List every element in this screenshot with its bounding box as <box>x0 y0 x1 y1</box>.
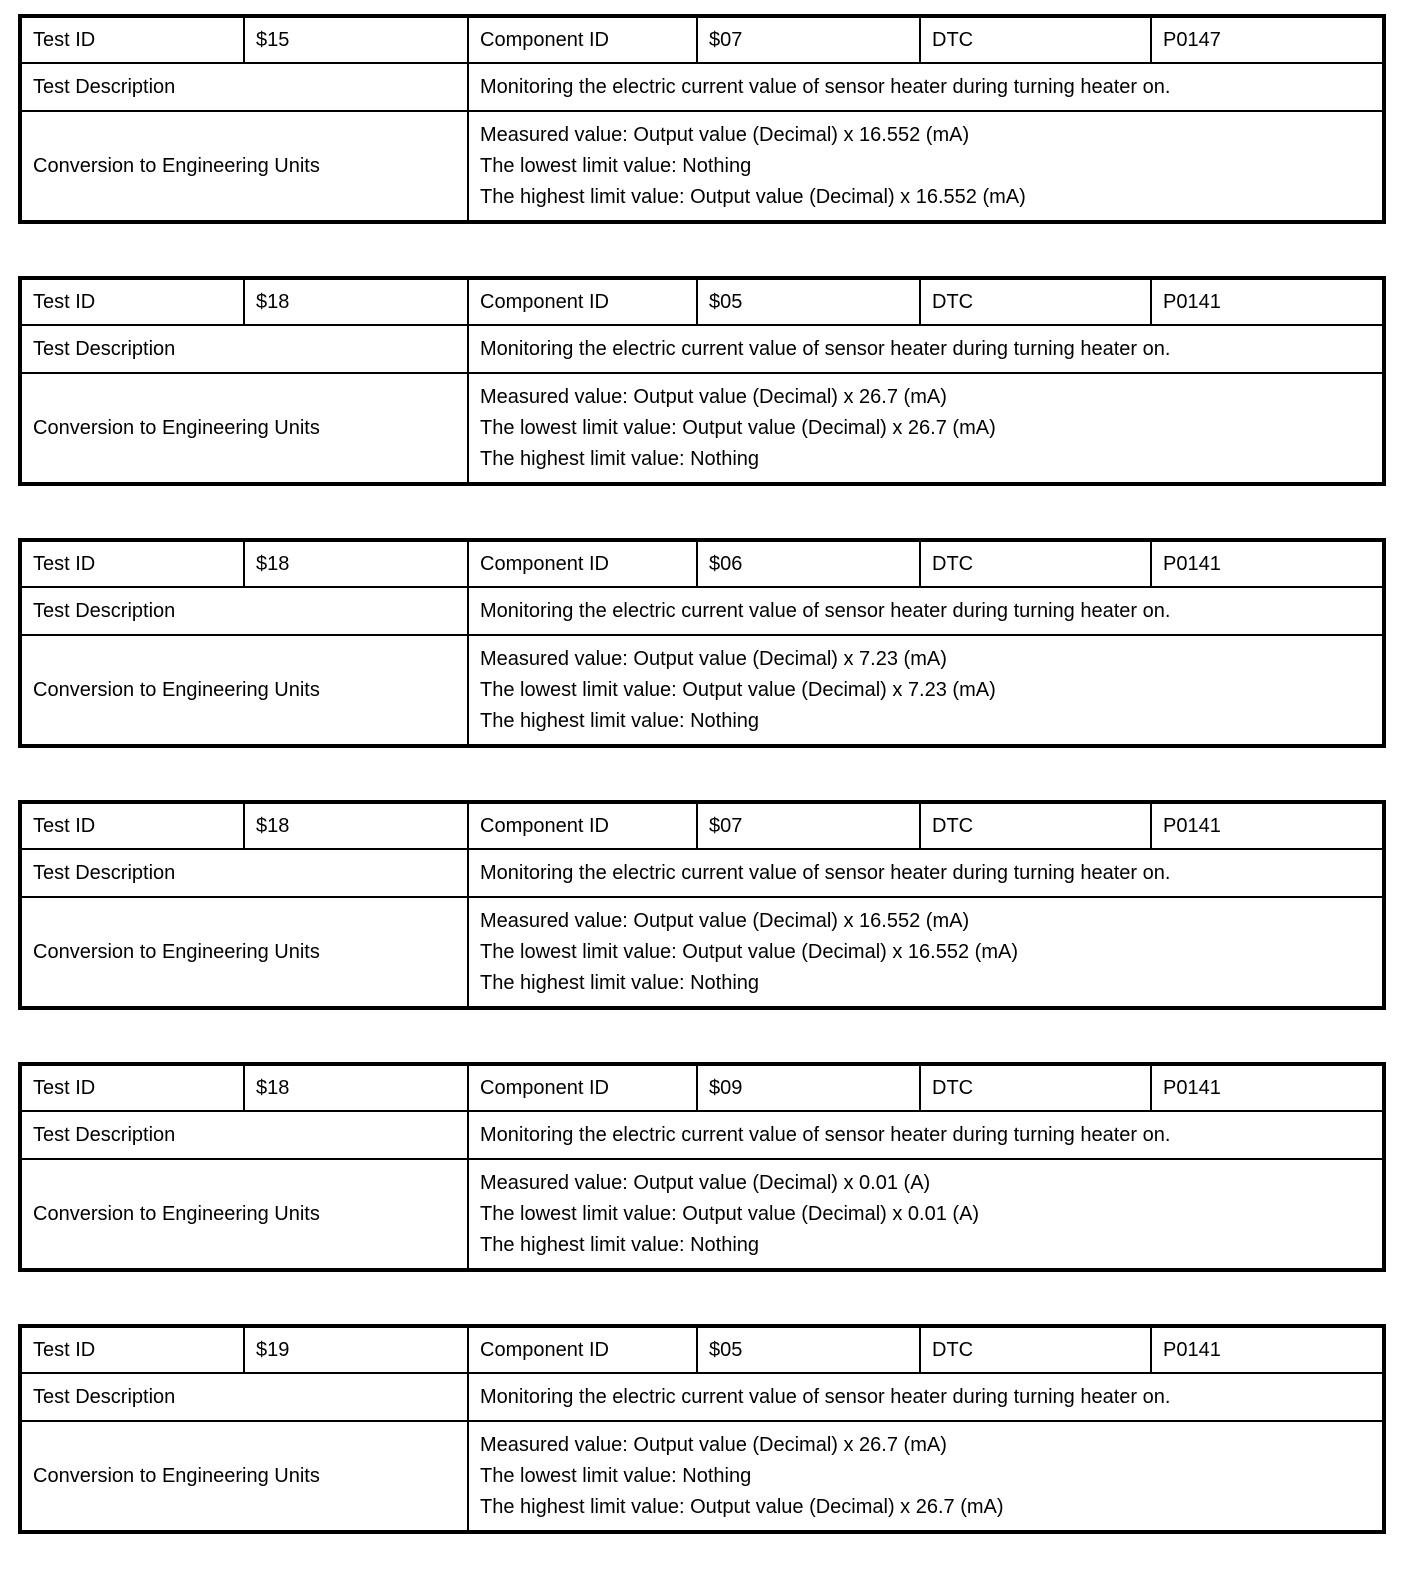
dtc-value: P0141 <box>1151 802 1384 849</box>
conversion-units-label: Conversion to Engineering Units <box>20 897 468 1008</box>
measured-value-line: Measured value: Output value (Decimal) x 26.7 (mA) <box>480 385 947 408</box>
table-row-ids <box>20 540 1384 587</box>
test-id-value: $18 <box>244 802 468 849</box>
test-spec-table-4 <box>18 800 1386 1010</box>
conversion-units-label: Conversion to Engineering Units <box>20 111 468 222</box>
highest-limit-line: The highest limit value: Nothing <box>480 971 760 994</box>
test-id-value: $18 <box>244 1064 468 1111</box>
test-spec-table-1 <box>18 14 1386 224</box>
table-row-ids <box>20 278 1384 325</box>
table-row-description <box>20 63 1384 111</box>
conversion-units-value <box>468 111 1384 222</box>
component-id-label: Component ID <box>468 16 697 63</box>
component-id-label: Component ID <box>468 1064 697 1111</box>
component-id-value: $06 <box>697 540 920 587</box>
lowest-limit-line: The lowest limit value: Nothing <box>480 154 752 177</box>
conversion-units-label: Conversion to Engineering Units <box>20 1421 468 1532</box>
test-id-value: $18 <box>244 540 468 587</box>
lowest-limit-line: The lowest limit value: Output value (Decimal) x 26.7 (mA) <box>480 416 996 439</box>
table-row-description <box>20 587 1384 635</box>
dtc-label: DTC <box>920 802 1151 849</box>
table-row-ids <box>20 802 1384 849</box>
test-description-label: Test Description <box>20 1373 468 1421</box>
measured-value-line: Measured value: Output value (Decimal) x 16.552 (mA) <box>480 123 970 146</box>
table-row-conversion <box>20 897 1384 1008</box>
conversion-units-value <box>468 635 1384 746</box>
test-description-label: Test Description <box>20 1111 468 1159</box>
highest-limit-line: The highest limit value: Nothing <box>480 1233 760 1256</box>
test-id-label: Test ID <box>20 278 244 325</box>
dtc-value: P0141 <box>1151 1064 1384 1111</box>
highest-limit-line: The highest limit value: Output value (Decimal) x 26.7 (mA) <box>480 1495 1004 1518</box>
conversion-units-label: Conversion to Engineering Units <box>20 1159 468 1270</box>
highest-limit-line: The highest limit value: Nothing <box>480 447 760 470</box>
component-id-value: $05 <box>697 1326 920 1373</box>
test-spec-table-5 <box>18 1062 1386 1272</box>
test-id-label: Test ID <box>20 540 244 587</box>
test-id-value: $19 <box>244 1326 468 1373</box>
component-id-value: $05 <box>697 278 920 325</box>
test-description-value: Monitoring the electric current value of sensor heater during turning heater on. <box>468 325 1384 373</box>
test-id-value: $15 <box>244 16 468 63</box>
table-row-ids <box>20 1064 1384 1111</box>
dtc-label: DTC <box>920 278 1151 325</box>
dtc-label: DTC <box>920 16 1151 63</box>
table-row-description <box>20 849 1384 897</box>
conversion-units-label: Conversion to Engineering Units <box>20 635 468 746</box>
test-description-label: Test Description <box>20 325 468 373</box>
lowest-limit-line: The lowest limit value: Output value (Decimal) x 0.01 (A) <box>480 1202 980 1225</box>
table-row-ids <box>20 1326 1384 1373</box>
table-row-conversion <box>20 1159 1384 1270</box>
test-spec-table-6 <box>18 1324 1386 1534</box>
component-id-label: Component ID <box>468 802 697 849</box>
table-row-conversion <box>20 111 1384 222</box>
dtc-label: DTC <box>920 1326 1151 1373</box>
component-id-value: $07 <box>697 16 920 63</box>
table-row-conversion <box>20 635 1384 746</box>
component-id-label: Component ID <box>468 1326 697 1373</box>
test-description-value: Monitoring the electric current value of sensor heater during turning heater on. <box>468 63 1384 111</box>
conversion-units-value <box>468 1421 1384 1532</box>
dtc-value: P0147 <box>1151 16 1384 63</box>
measured-value-line: Measured value: Output value (Decimal) x 16.552 (mA) <box>480 909 970 932</box>
test-id-value: $18 <box>244 278 468 325</box>
highest-limit-line: The highest limit value: Nothing <box>480 709 760 732</box>
lowest-limit-line: The lowest limit value: Nothing <box>480 1464 752 1487</box>
measured-value-line: Measured value: Output value (Decimal) x 0.01 (A) <box>480 1171 931 1194</box>
table-row-description <box>20 325 1384 373</box>
test-spec-table-2 <box>18 276 1386 486</box>
dtc-value: P0141 <box>1151 540 1384 587</box>
table-row-description <box>20 1111 1384 1159</box>
table-row-description <box>20 1373 1384 1421</box>
test-description-value: Monitoring the electric current value of sensor heater during turning heater on. <box>468 849 1384 897</box>
component-id-label: Component ID <box>468 540 697 587</box>
table-row-ids <box>20 16 1384 63</box>
conversion-units-label: Conversion to Engineering Units <box>20 373 468 484</box>
test-description-label: Test Description <box>20 849 468 897</box>
test-id-label: Test ID <box>20 802 244 849</box>
test-id-label: Test ID <box>20 1064 244 1111</box>
lowest-limit-line: The lowest limit value: Output value (Decimal) x 16.552 (mA) <box>480 940 1018 963</box>
conversion-units-value <box>468 1159 1384 1270</box>
dtc-value: P0141 <box>1151 278 1384 325</box>
component-id-value: $09 <box>697 1064 920 1111</box>
measured-value-line: Measured value: Output value (Decimal) x 26.7 (mA) <box>480 1433 947 1456</box>
test-spec-table-3 <box>18 538 1386 748</box>
dtc-label: DTC <box>920 1064 1151 1111</box>
conversion-units-value <box>468 373 1384 484</box>
test-description-value: Monitoring the electric current value of sensor heater during turning heater on. <box>468 587 1384 635</box>
test-description-label: Test Description <box>20 587 468 635</box>
test-id-label: Test ID <box>20 1326 244 1373</box>
table-row-conversion <box>20 373 1384 484</box>
dtc-label: DTC <box>920 540 1151 587</box>
component-id-label: Component ID <box>468 278 697 325</box>
conversion-units-value <box>468 897 1384 1008</box>
table-row-conversion <box>20 1421 1384 1532</box>
measured-value-line: Measured value: Output value (Decimal) x 7.23 (mA) <box>480 647 947 670</box>
lowest-limit-line: The lowest limit value: Output value (Decimal) x 7.23 (mA) <box>480 678 996 701</box>
test-description-value: Monitoring the electric current value of sensor heater during turning heater on. <box>468 1111 1384 1159</box>
test-description-value: Monitoring the electric current value of sensor heater during turning heater on. <box>468 1373 1384 1421</box>
component-id-value: $07 <box>697 802 920 849</box>
test-description-label: Test Description <box>20 63 468 111</box>
dtc-value: P0141 <box>1151 1326 1384 1373</box>
test-id-label: Test ID <box>20 16 244 63</box>
highest-limit-line: The highest limit value: Output value (Decimal) x 16.552 (mA) <box>480 185 1026 208</box>
